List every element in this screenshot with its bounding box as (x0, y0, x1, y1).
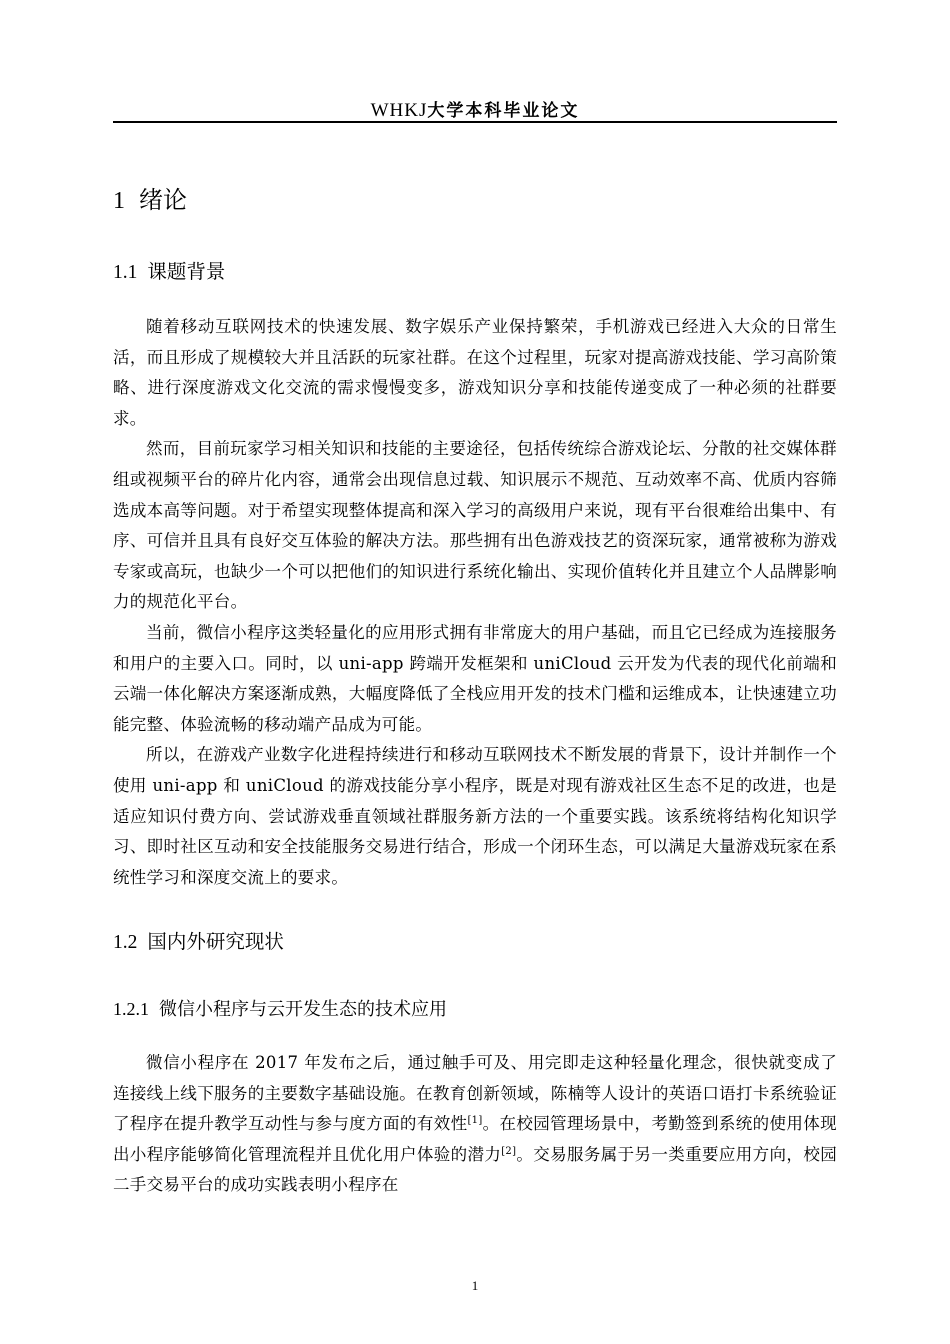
paragraph-text: 。交易服务属于另一类重要应用方向，校园二手交易平台的成功实践表明小程序在 (113, 1144, 837, 1195)
paragraph: 随着移动互联网技术的快速发展、数字娱乐产业保持繁荣，手机游戏已经进入大众的日常生活，而且形成了规模较大并且活跃的玩家社群。在这个过程里，玩家对提高游戏技能、学习高阶策略、进行深度游戏文化交流的需求慢慢变多，游戏知识分享和技能传递变成了一种必须的社群要求。 (113, 317, 837, 428)
section-heading-1-1 (113, 256, 225, 284)
chapter-heading (113, 180, 187, 215)
section-title: 国内外研究现状 (147, 930, 284, 953)
section-number: 1.2 (113, 932, 138, 953)
paragraph-text: 微信小程序在 2017 年发布之后，通过触手可及、用完即走这种轻量化理念，很快就变成了连接线上线下服务的主要数字基础设施。在教育创新领域，陈楠等人设计的英语口语打卡系统验证了程序在提升教学互动性与参与度方面的有效性 (113, 1053, 837, 1134)
chapter-title: 绪论 (139, 186, 187, 214)
paragraph: 所以，在游戏产业数字化进程持续进行和移动互联网技术不断发展的背景下，设计并制作一个使用 uni-app 和 uniCloud 的游戏技能分享小程序，既是对现有游戏社区生态不足的改进，也是适应知识付费方向、尝试游戏垂直领域社群服务新方法的一个重要实践。该系统将结构化知识学习、即时社区互动和安全技能服务交易进行结合，形成一个闭环生态，可以满足大量游戏玩家在系统性学习和深度交流上的要求。 (113, 745, 837, 887)
section-1-1-body (113, 312, 837, 893)
paragraph: 当前，微信小程序这类轻量化的应用形式拥有非常庞大的用户基础，而且它已经成为连接服务和用户的主要入口。同时，以 uni-app 跨端开发框架和 uniCloud 云开发为代表的现代化前端和云端一体化解决方案逐渐成熟，大幅度降低了全栈应用开发的技术门槛和运维成本，让快速建立功能完整、体验流畅的移动端产品成为可能。 (113, 622, 837, 734)
section-1-2-1-body (113, 1048, 837, 1201)
citation-ref[interactable]: [2] (501, 1145, 517, 1157)
chapter-number: 1 (113, 188, 125, 214)
subsection-heading-1-2-1 (113, 995, 447, 1021)
citation-ref[interactable]: [1] (467, 1115, 483, 1127)
subsection-number: 1.2.1 (113, 999, 149, 1019)
subsection-title: 微信小程序与云开发生态的技术应用 (159, 999, 447, 1020)
paragraph (113, 1048, 837, 1201)
page-number: 1 (471, 1278, 479, 1293)
header-rule (113, 121, 837, 123)
header-prefix: WHKJ (370, 100, 428, 121)
running-header (113, 96, 837, 122)
paragraph: 然而，目前玩家学习相关知识和技能的主要途径，包括传统综合游戏论坛、分散的社交媒体群组或视频平台的碎片化内容，通常会出现信息过载、知识展示不规范、互动效率不高、优质内容筛选成本高等问题。对于希望实现整体提高和深入学习的高级用户来说，现有平台很难给出集中、有序、可信并且具有良好交互体验的解决方法。那些拥有出色游戏技艺的资深玩家，通常被称为游戏专家或高玩，也缺少一个可以把他们的知识进行系统化输出、实现价值转化并且建立个人品牌影响力的规范化平台。 (113, 439, 837, 612)
section-heading-1-2 (113, 926, 284, 954)
section-title: 课题背景 (147, 260, 226, 283)
paragraph-text: 。在校园管理场景中，考勤签到系统的使用体现出小程序能够简化管理流程并且优化用户体验的潜力 (113, 1114, 837, 1164)
section-number: 1.1 (113, 262, 138, 283)
header-title: 大学本科毕业论文 (427, 101, 580, 121)
